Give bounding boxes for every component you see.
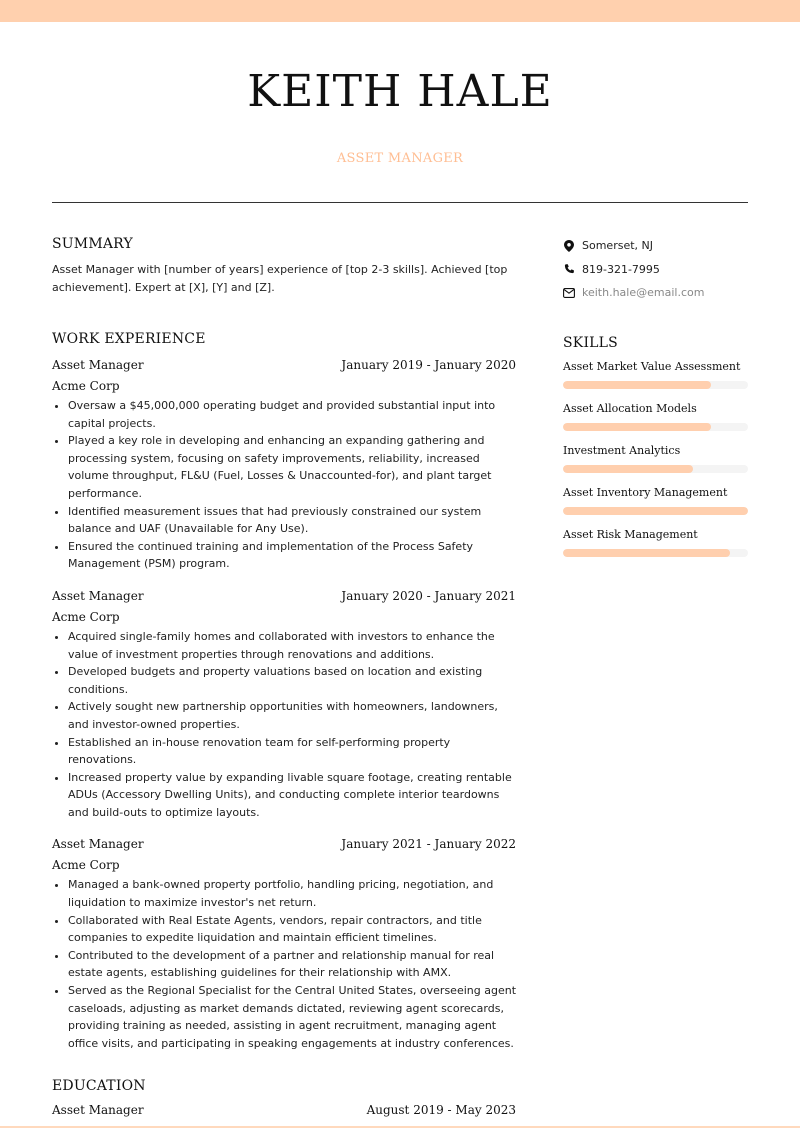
phone-icon — [563, 263, 575, 275]
education-entry-header — [52, 1100, 516, 1120]
skill-name: Investment Analytics — [563, 443, 681, 457]
job-bullet: • Served as the Regional Specialist for the Central United States, overseeing agent caseloads, adjusting as market demands dictated, reviewing agent scorecards, providing training as needed, assisting in agent recruitment, managing agent office visits, and participating in speaking engagements at industry conferences. — [68, 982, 516, 1052]
skills-section — [563, 335, 748, 557]
skill-name: Asset Risk Management — [563, 527, 698, 541]
top-accent-bar — [0, 0, 800, 22]
skill-level-bar — [563, 549, 748, 557]
email-link[interactable]: keith.hale@email.com — [582, 286, 705, 300]
contact-phone — [563, 258, 748, 282]
candidate-name: KEITH HALE — [247, 66, 553, 117]
job-dates: January 2020 - January 2021 — [341, 588, 516, 603]
job-header — [52, 834, 516, 854]
job-entry — [52, 586, 516, 822]
candidate-title: ASSET MANAGER — [336, 151, 464, 166]
job-bullet: • Actively sought new partnership opportunities with homeowners, landowners, and investor-owned properties. — [68, 698, 516, 733]
skill-level-bar — [563, 465, 748, 473]
skill-item — [563, 443, 748, 473]
job-role: Asset Manager — [52, 837, 144, 852]
skill-level-bar — [563, 381, 748, 389]
job-bullet: • Ensured the continued training and implementation of the Process Safety Management (PSM) program. — [68, 538, 516, 573]
job-bullet: • Contributed to the development of a partner and relationship manual for real estate agents, establishing guidelines for their relationship with AMX. — [68, 947, 516, 982]
skill-level-fill — [563, 549, 730, 557]
resume-header — [0, 66, 800, 166]
contact-email[interactable] — [563, 281, 748, 305]
job-bullet: • Identified measurement issues that had previously constrained our system balance and UAF (Unavailable for Any Use). — [68, 503, 516, 538]
skill-name: Asset Allocation Models — [563, 401, 697, 415]
contact-list — [563, 234, 748, 305]
job-bullet: • Managed a bank-owned property portfolio, handling pricing, negotiation, and liquidation to maximize investor's net return. — [68, 876, 516, 911]
education-heading: EDUCATION — [52, 1078, 146, 1095]
skill-item — [563, 485, 748, 515]
job-header — [52, 586, 516, 606]
skill-name: Asset Inventory Management — [563, 485, 728, 499]
skill-item — [563, 527, 748, 557]
location-text: Somerset, NJ — [582, 239, 653, 253]
job-dates: January 2019 - January 2020 — [341, 358, 516, 372]
job-bullets — [52, 876, 516, 1052]
main-column — [52, 236, 516, 1120]
job-bullet: • Increased property value by expanding livable square footage, creating rentable ADUs (Accessory Dwelling Units), and conducting complete interior teardowns and build-outs to optimize layouts. — [68, 769, 516, 822]
job-bullets — [52, 397, 516, 573]
education-dates: August 2019 - May 2023 — [366, 1103, 516, 1118]
skill-level-fill — [563, 507, 748, 515]
sidebar-column — [563, 234, 748, 569]
job-bullet: • Collaborated with Real Estate Agents, vendors, repair contractors, and title companies to expedite liquidation and maintain efficient timelines. — [68, 912, 516, 947]
job-company: Acme Corp — [52, 609, 120, 624]
skill-item — [563, 401, 748, 431]
job-role: Asset Manager — [52, 358, 144, 372]
skill-level-bar — [563, 507, 748, 515]
job-company: Acme Corp — [52, 379, 120, 393]
skill-name: Asset Market Value Assessment — [563, 359, 741, 373]
phone-text: 819-321-7995 — [582, 262, 660, 276]
job-entry — [52, 834, 516, 1052]
contact-location — [563, 234, 748, 258]
job-bullet: • Acquired single-family homes and collaborated with investors to enhance the value of investment properties through renovations and additions. — [68, 628, 516, 663]
job-company: Acme Corp — [52, 858, 120, 873]
skill-level-fill — [563, 465, 693, 473]
header-divider — [52, 202, 748, 203]
skill-level-fill — [563, 423, 711, 431]
mail-icon — [563, 287, 575, 299]
skills-heading: SKILLS — [563, 334, 618, 351]
summary-section — [52, 236, 516, 297]
job-bullet: • Played a key role in developing and enhancing an expanding gathering and processing system, focusing on safety improvements, reliability, increased volume throughput, FL&U (Fuel, Losses & Unaccounted-for), and plant target performance. — [68, 432, 516, 502]
summary-text: Asset Manager with [number of years] experience of [top 2-3 skills]. Achieved [top achievement]. Expert at [X], [Y] and [Z]. — [52, 263, 508, 294]
job-dates: January 2021 - January 2022 — [341, 837, 516, 852]
job-bullet: • Developed budgets and property valuations based on location and existing conditions. — [68, 663, 516, 698]
skill-item — [563, 359, 748, 389]
job-bullets — [52, 628, 516, 822]
skills-list — [563, 359, 748, 557]
education-section — [52, 1078, 516, 1120]
work-experience-section — [52, 331, 516, 1052]
job-bullet: • Oversaw a $45,000,000 operating budget and provided substantial input into capital projects. — [68, 397, 516, 432]
work-experience-heading: WORK EXPERIENCE — [52, 331, 206, 347]
skill-level-fill — [563, 381, 711, 389]
job-header — [52, 355, 516, 375]
skill-level-bar — [563, 423, 748, 431]
job-bullet: • Established an in-house renovation team for self-performing property renovations. — [68, 734, 516, 769]
map-pin-icon — [563, 240, 575, 252]
job-role: Asset Manager — [52, 588, 144, 603]
education-role: Asset Manager — [52, 1103, 144, 1118]
summary-heading: SUMMARY — [52, 236, 133, 252]
job-entry — [52, 355, 516, 573]
